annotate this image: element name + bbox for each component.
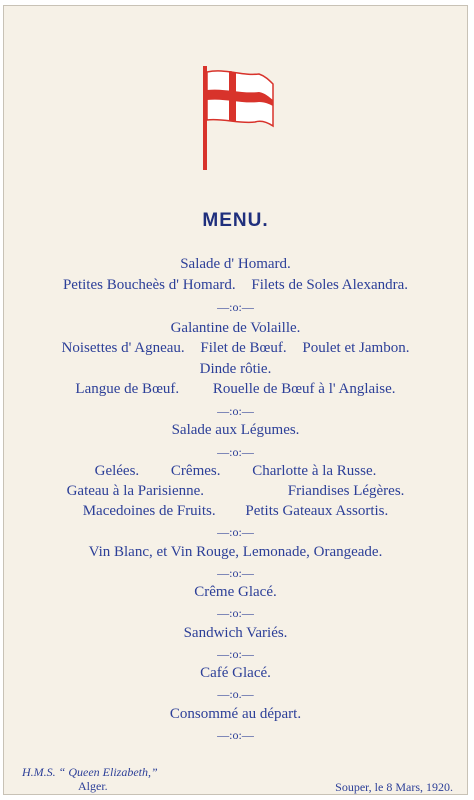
menu-line-3 [4, 319, 467, 337]
menu-line-10 [4, 502, 467, 520]
menu-line-11 [4, 543, 467, 561]
menu-line-15 [4, 705, 467, 723]
menu-item: Café Glacé. [200, 665, 271, 681]
menu-line-13 [4, 624, 467, 642]
menu-line-2 [4, 276, 467, 294]
supper-date: Souper, le 8 Mars, 1920. [335, 780, 453, 794]
menu-item: Gateau à la Parisienne. [66, 483, 205, 499]
menu-item: Sandwich Variés. [183, 625, 288, 641]
menu-line-14 [4, 664, 467, 682]
course-separator: —:o:— [217, 300, 254, 314]
footer-ship-block [22, 765, 158, 793]
menu-item: Dinde rôtie. [199, 361, 272, 377]
menu-line-12 [4, 583, 467, 601]
st-george-flag-icon [197, 64, 279, 174]
menu-item: Vin Blanc, et Vin Rouge, Lemonade, Orangeade. [88, 544, 383, 560]
menu-item: Consommé au départ. [169, 706, 302, 722]
menu-item: Salade aux Légumes. [171, 422, 300, 438]
menu-item: Galantine de Volaille. [170, 320, 301, 336]
menu-item: Gelées. [94, 463, 140, 479]
course-separator: —:o:— [217, 525, 254, 539]
menu-item: Friandises Légères. [287, 483, 405, 499]
menu-line-1 [4, 255, 467, 273]
menu-item: Rouelle de Bœuf à l' Anglaise. [212, 381, 396, 397]
course-separator: —:o:— [217, 728, 254, 742]
course-separator: —:o.— [217, 687, 254, 701]
menu-item: Macedoines de Fruits. [82, 503, 216, 519]
menu-item: Noisettes d' Agneau. [61, 340, 185, 356]
menu-item: Charlotte à la Russe. [252, 463, 377, 479]
menu-line-9 [4, 482, 467, 500]
course-separator: —:o:— [217, 606, 254, 620]
menu-item: Crêmes. [170, 463, 221, 479]
course-separator: —:o:— [217, 647, 254, 661]
menu-line-7 [4, 421, 467, 439]
menu-item: Salade d' Homard. [180, 256, 291, 272]
menu-line-5 [4, 360, 467, 378]
menu-item: Crême Glacé. [194, 584, 277, 600]
ship-name: H.M.S. “ Queen Elizabeth,” [22, 765, 158, 779]
menu-line-8 [4, 462, 467, 480]
menu-title: MENU. [202, 210, 269, 231]
menu-item: Filet de Bœuf. [200, 340, 287, 356]
menu-item: Petits Gateaux Assortis. [245, 503, 389, 519]
menu-line-6 [4, 380, 467, 398]
menu-card [3, 5, 468, 795]
menu-item: Filets de Soles Alexandra. [251, 277, 409, 293]
menu-item: Petites Boucheès d' Homard. [62, 277, 236, 293]
ship-location: Alger. [78, 779, 108, 793]
course-separator: —:o:— [217, 445, 254, 459]
menu-item: Langue de Bœuf. [75, 381, 180, 397]
menu-item: Poulet et Jambon. [302, 340, 410, 356]
course-separator: —:o:— [217, 566, 254, 580]
course-separator: —:o:— [217, 404, 254, 418]
menu-line-4 [4, 339, 467, 357]
